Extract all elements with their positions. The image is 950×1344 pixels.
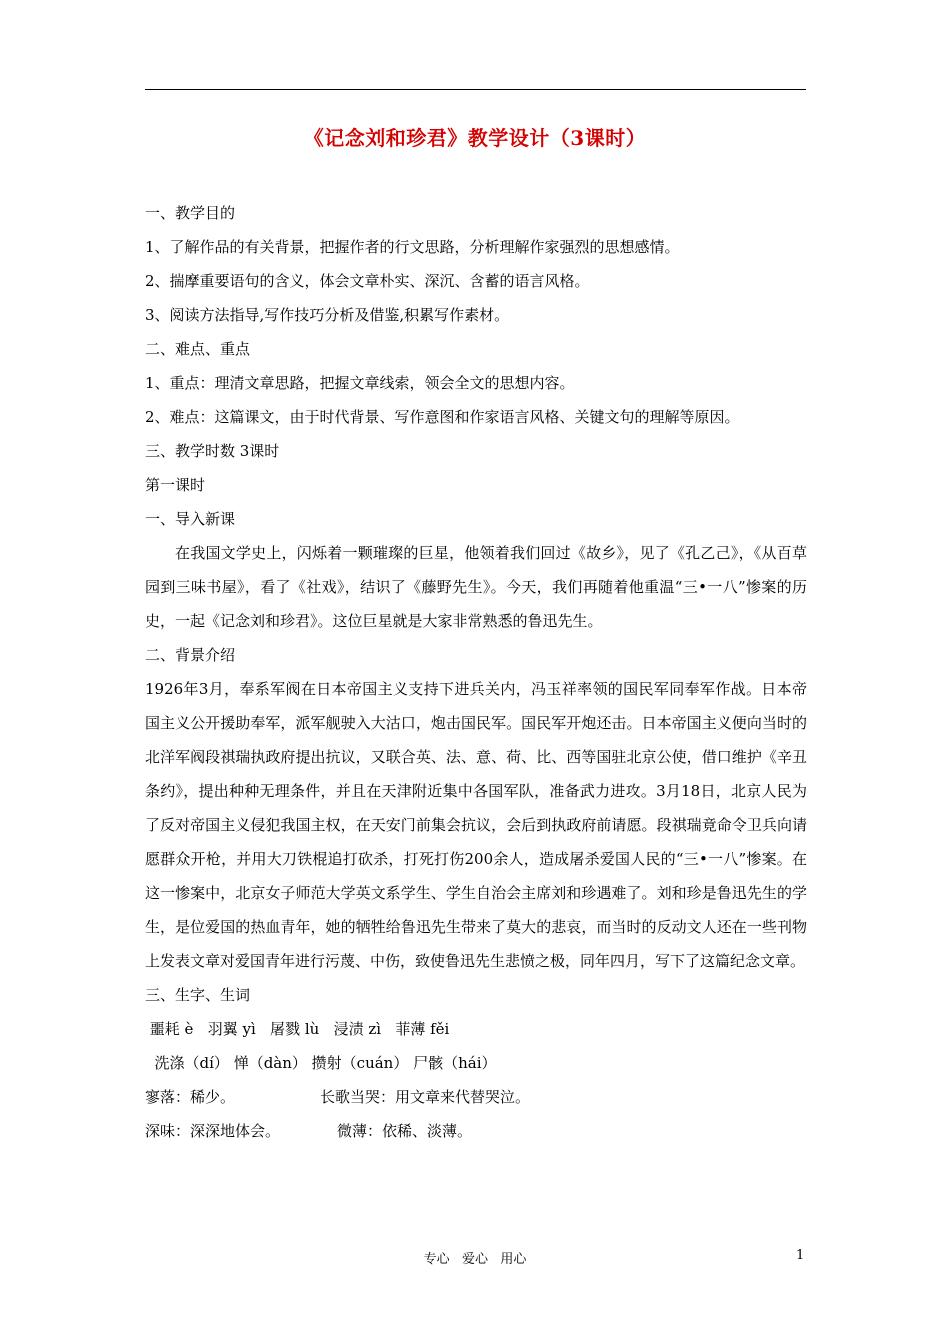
definition-term: 微薄：依稀、淡薄。: [337, 1122, 473, 1140]
definition-term: 深味：深深地体会。: [145, 1122, 281, 1140]
footer-motto: 专心 爱心 用心: [423, 1252, 527, 1267]
document-body: [145, 196, 807, 1148]
goal-item-3: 3、阅读方法指导,写作技巧分析及借鉴,积累写作素材。: [145, 306, 510, 324]
intro-heading: 一、导入新课: [145, 510, 236, 528]
goal-item-1: 1、了解作品的有关背景，把握作者的行文思路，分析理解作家强烈的思想感情。: [145, 238, 680, 256]
vocab-heading: 三、生字、生词: [145, 986, 251, 1004]
definition-row-1: [145, 1080, 807, 1114]
definition-term: 长歌当哭：用文章来代替哭泣。: [320, 1088, 531, 1106]
header-rule: [145, 89, 806, 90]
section-heading-key-points: 二、难点、重点: [145, 340, 251, 358]
section-heading-hours: 三、教学时数 3课时: [145, 442, 280, 460]
intro-paragraph: 在我国文学史上，闪烁着一颗璀璨的巨星，他领着我们回过《故乡》，见了《孔乙己》，《从百草园到三味书屋》，看了《社戏》，结识了《藤野先生》。今天，我们再随着他重温“三•一八”惨案的历史，一起《记念刘和珍君》。这位巨星就是大家非常熟悉的鲁迅先生。: [145, 544, 807, 630]
section-heading-goals: 一、教学目的: [145, 204, 236, 222]
lesson-heading: 第一课时: [145, 476, 206, 494]
definition-term: 寥落：稀少。: [145, 1088, 236, 1106]
key-point-2: 2、难点：这篇课文，由于时代背景、写作意图和作家语言风格、关键文句的理解等原因。: [145, 408, 740, 426]
goal-item-2: 2、揣摩重要语句的含义，体会文章朴实、深沉、含蓄的语言风格。: [145, 272, 590, 290]
pinyin-line-2: 洗涤（dí） 惮（dàn） 攒射（cuán） 尸骸（hái）: [145, 1054, 497, 1072]
page-number: 1: [796, 1248, 805, 1263]
document-title: 《记念刘和珍君》教学设计（3课时）: [303, 126, 647, 150]
definition-row-2: [145, 1114, 807, 1148]
background-heading: 二、背景介绍: [145, 646, 236, 664]
key-point-1: 1、重点：理清文章思路，把握文章线索，领会全文的思想内容。: [145, 374, 575, 392]
background-paragraph: 1926年3月，奉系军阀在日本帝国主义支持下进兵关内，冯玉祥率领的国民军同奉军作战。日本帝国主义公开援助奉军，派军舰驶入大沽口，炮击国民军。国民军开炮还击。日本帝国主义便向当时的北洋军阀段祺瑞执政府提出抗议，又联合英、法、意、荷、比、西等国驻北京公使，借口维护《辛丑条约》，提出种种无理条件，并且在天津附近集中各国军队，准备武力进攻。3月18日，北京人民为了反对帝国主义侵犯我国主权，在天安门前集会抗议，会后到执政府前请愿。段祺瑞竟命令卫兵向请愿群众开枪，并用大刀铁棍追打砍杀，打死打伤200余人，造成屠杀爱国人民的“三•一八”惨案。在这一惨案中，北京女子师范大学英文系学生、学生自治会主席刘和珍遇难了。刘和珍是鲁迅先生的学生，是位爱国的热血青年，她的牺牲给鲁迅先生带来了莫大的悲哀，而当时的反动文人还在一些刊物上发表文章对爱国青年进行污蔑、中伤，致使鲁迅先生悲愤之极，同年四月，写下了这篇纪念文章。: [145, 680, 807, 970]
pinyin-line-1: 噩耗 è 羽翼 yì 屠戮 lù 浸渍 zì 菲薄 fěi: [145, 1020, 450, 1038]
